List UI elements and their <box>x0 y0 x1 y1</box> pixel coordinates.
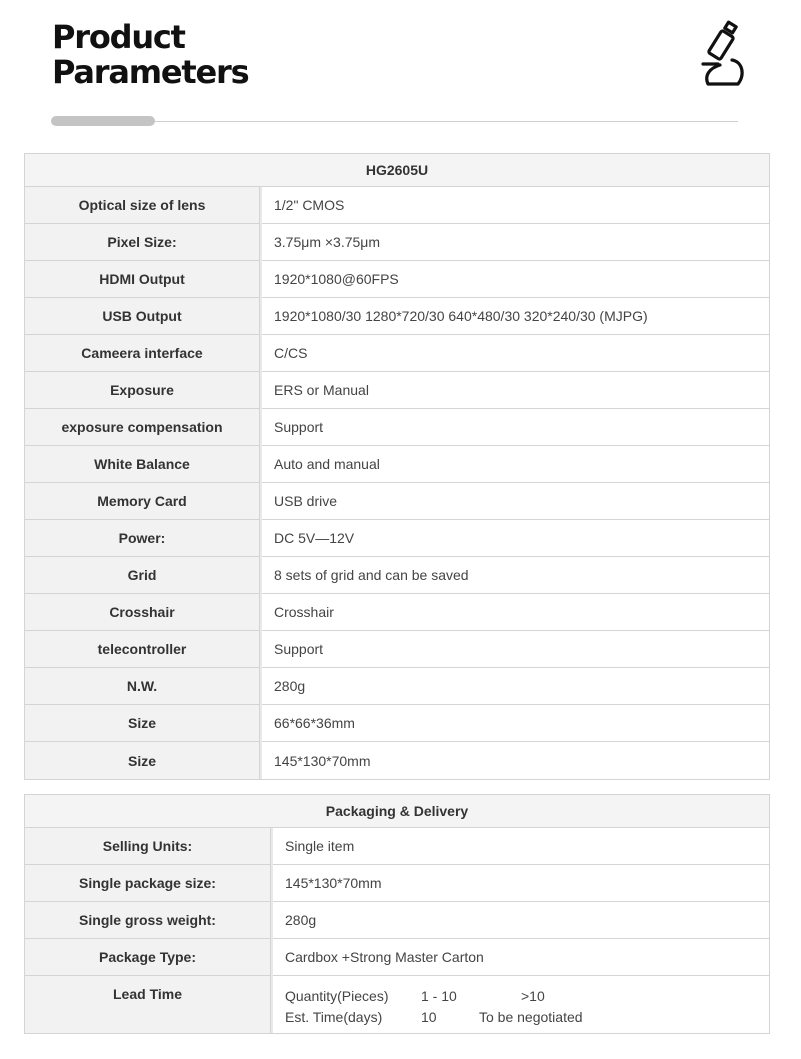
table-row <box>25 668 769 705</box>
time-value-2: To be negotiated <box>479 1008 583 1025</box>
table-row <box>25 335 769 372</box>
row-label: Crosshair <box>25 594 260 631</box>
table-row <box>25 865 769 902</box>
table-row <box>25 828 769 865</box>
header-divider-accent <box>51 116 155 126</box>
row-value: Single item <box>273 828 769 865</box>
page-header <box>52 20 248 90</box>
row-label: Single package size: <box>25 865 271 902</box>
page-title-line-1: Product <box>52 18 185 56</box>
row-label: USB Output <box>25 298 260 335</box>
time-label: Est. Time(days) <box>285 1008 383 1025</box>
row-label: exposure compensation <box>25 409 260 446</box>
lead-time-days-line <box>285 1006 769 1027</box>
packaging-table <box>24 794 770 1034</box>
time-value-1: 10 <box>421 1008 437 1025</box>
row-value: 1920*1080@60FPS <box>262 261 769 298</box>
row-label: Optical size of lens <box>25 187 260 224</box>
quantity-range-2: >10 <box>521 987 545 1004</box>
table-row <box>25 224 769 261</box>
specs-table-heading: HG2605U <box>25 154 769 187</box>
packaging-table-heading: Packaging & Delivery <box>25 795 769 828</box>
row-value: DC 5V—12V <box>262 520 769 557</box>
page-title-line-2: Parameters <box>52 53 249 91</box>
table-row <box>25 520 769 557</box>
row-value: 145*130*70mm <box>262 742 769 779</box>
row-label: Power: <box>25 520 260 557</box>
row-value: 66*66*36mm <box>262 705 769 742</box>
lead-time-row <box>25 976 769 1033</box>
row-value: USB drive <box>262 483 769 520</box>
lead-time-label: Lead Time <box>25 976 271 1033</box>
row-label: Size <box>25 742 260 779</box>
table-row <box>25 372 769 409</box>
quantity-range-1: 1 - 10 <box>421 987 457 1004</box>
row-label: Selling Units: <box>25 828 271 865</box>
specs-table <box>24 153 770 780</box>
table-row <box>25 187 769 224</box>
row-value: 280g <box>273 902 769 939</box>
row-label: Package Type: <box>25 939 271 976</box>
microscope-icon <box>700 20 746 88</box>
row-label: White Balance <box>25 446 260 483</box>
row-value: Auto and manual <box>262 446 769 483</box>
table-row <box>25 483 769 520</box>
quantity-label: Quantity(Pieces) <box>285 987 389 1004</box>
table-row <box>25 594 769 631</box>
table-row <box>25 557 769 594</box>
row-value: C/CS <box>262 335 769 372</box>
table-row <box>25 902 769 939</box>
row-label: Size <box>25 705 260 742</box>
row-value: ERS or Manual <box>262 372 769 409</box>
lead-time-quantity-line <box>285 985 769 1006</box>
row-value: 145*130*70mm <box>273 865 769 902</box>
table-row <box>25 939 769 976</box>
row-label: telecontroller <box>25 631 260 668</box>
row-value: 280g <box>262 668 769 705</box>
row-label: HDMI Output <box>25 261 260 298</box>
row-value: 1/2" CMOS <box>262 187 769 224</box>
row-label: Single gross weight: <box>25 902 271 939</box>
row-value: Crosshair <box>262 594 769 631</box>
table-row <box>25 631 769 668</box>
table-row <box>25 705 769 742</box>
row-label: Grid <box>25 557 260 594</box>
lead-time-value <box>273 976 769 1033</box>
table-row <box>25 298 769 335</box>
table-row <box>25 742 769 779</box>
table-row <box>25 446 769 483</box>
row-label: N.W. <box>25 668 260 705</box>
row-label: Memory Card <box>25 483 260 520</box>
row-value: 8 sets of grid and can be saved <box>262 557 769 594</box>
table-row <box>25 261 769 298</box>
row-value: Support <box>262 631 769 668</box>
row-label: Exposure <box>25 372 260 409</box>
row-value: 3.75μm ×3.75μm <box>262 224 769 261</box>
row-label: Pixel Size: <box>25 224 260 261</box>
row-value: Cardbox +Strong Master Carton <box>273 939 769 976</box>
row-value: Support <box>262 409 769 446</box>
table-row <box>25 409 769 446</box>
row-label: Cameera interface <box>25 335 260 372</box>
row-value: 1920*1080/30 1280*720/30 640*480/30 320*240/30 (MJPG) <box>262 298 769 335</box>
